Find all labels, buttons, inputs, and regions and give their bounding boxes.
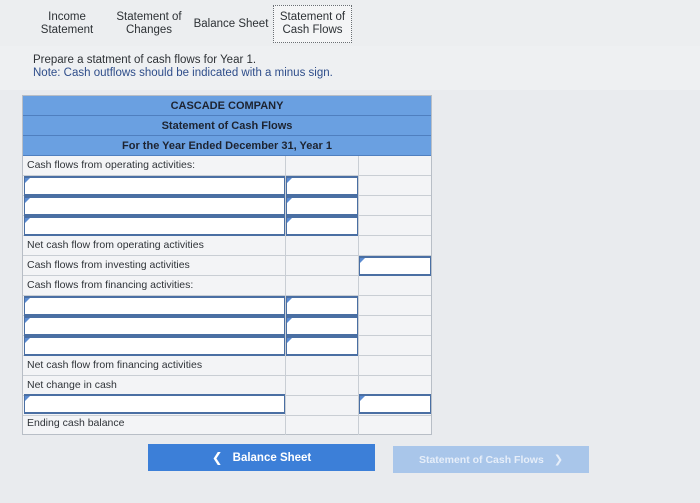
tab-label: Balance Sheet	[193, 17, 269, 30]
tab-label: Statement of	[116, 11, 182, 23]
tab-balance-sheet[interactable]	[191, 6, 271, 42]
prev-balance-sheet-button[interactable]	[148, 444, 375, 471]
tab-statement-of-cash-flows[interactable]	[273, 5, 352, 43]
row-ending-balance	[23, 414, 431, 434]
next-statement-of-cash-flows-button[interactable]	[393, 446, 589, 473]
beginning-balance-amount-input[interactable]	[359, 394, 431, 414]
row-label: Net change in cash	[27, 379, 117, 391]
tab-statement-of-changes[interactable]	[110, 6, 188, 42]
tab-label: Statement	[40, 24, 94, 36]
investing-amount-input[interactable]	[359, 256, 431, 276]
tab-label: Changes	[125, 24, 173, 36]
tab-income-statement[interactable]	[34, 6, 100, 42]
tab-label: Cash Flows	[282, 24, 343, 36]
row-financing-header	[23, 276, 431, 296]
beginning-balance-label-input[interactable]	[24, 394, 285, 414]
company-name: CASCADE COMPANY	[23, 96, 431, 116]
operating-item-amount-input-2[interactable]	[286, 196, 358, 216]
row-net-operating	[23, 236, 431, 256]
operating-item-label-input-2[interactable]	[24, 196, 285, 216]
row-net-financing	[23, 356, 431, 376]
financing-item-label-input-1[interactable]	[24, 296, 285, 316]
tab-label: Statement of	[279, 11, 346, 23]
operating-item-label-input-1[interactable]	[24, 176, 285, 196]
row-label: Net cash flow from financing activities	[27, 359, 203, 371]
cash-flow-statement	[22, 95, 432, 435]
next-button-label: Statement of Cash Flows	[418, 453, 544, 466]
chevron-right-icon: ❯	[553, 454, 564, 466]
tab-label: Income	[48, 11, 86, 23]
row-label: Ending cash balance	[27, 417, 125, 429]
statement-title: Statement of Cash Flows	[23, 116, 431, 136]
financing-item-amount-input-1[interactable]	[286, 296, 358, 316]
row-label: Cash flows from operating activities:	[27, 159, 196, 171]
chevron-left-icon: ❮	[211, 449, 223, 465]
instruction-note: Note: Cash outflows should be indicated with a minus sign.	[33, 67, 333, 79]
financing-item-amount-input-2[interactable]	[286, 316, 358, 336]
instruction-text: Prepare a statment of cash flows for Year 1.	[33, 54, 257, 66]
operating-item-amount-input-1[interactable]	[286, 176, 358, 196]
row-label: Cash flows from financing activities:	[27, 279, 194, 291]
row-label: Net cash flow from operating activities	[27, 239, 204, 251]
financing-item-amount-input-3[interactable]	[286, 336, 358, 356]
instructions	[0, 46, 700, 90]
statement-period: For the Year Ended December 31, Year 1	[23, 136, 431, 156]
financing-item-label-input-3[interactable]	[24, 336, 285, 356]
operating-item-label-input-3[interactable]	[24, 216, 285, 236]
tab-bar	[0, 0, 700, 46]
financing-item-label-input-2[interactable]	[24, 316, 285, 336]
row-label: Cash flows from investing activities	[27, 259, 190, 271]
operating-item-amount-input-3[interactable]	[286, 216, 358, 236]
row-operating-header	[23, 156, 431, 176]
prev-button-label: Balance Sheet	[232, 451, 312, 464]
row-net-change	[23, 376, 431, 396]
